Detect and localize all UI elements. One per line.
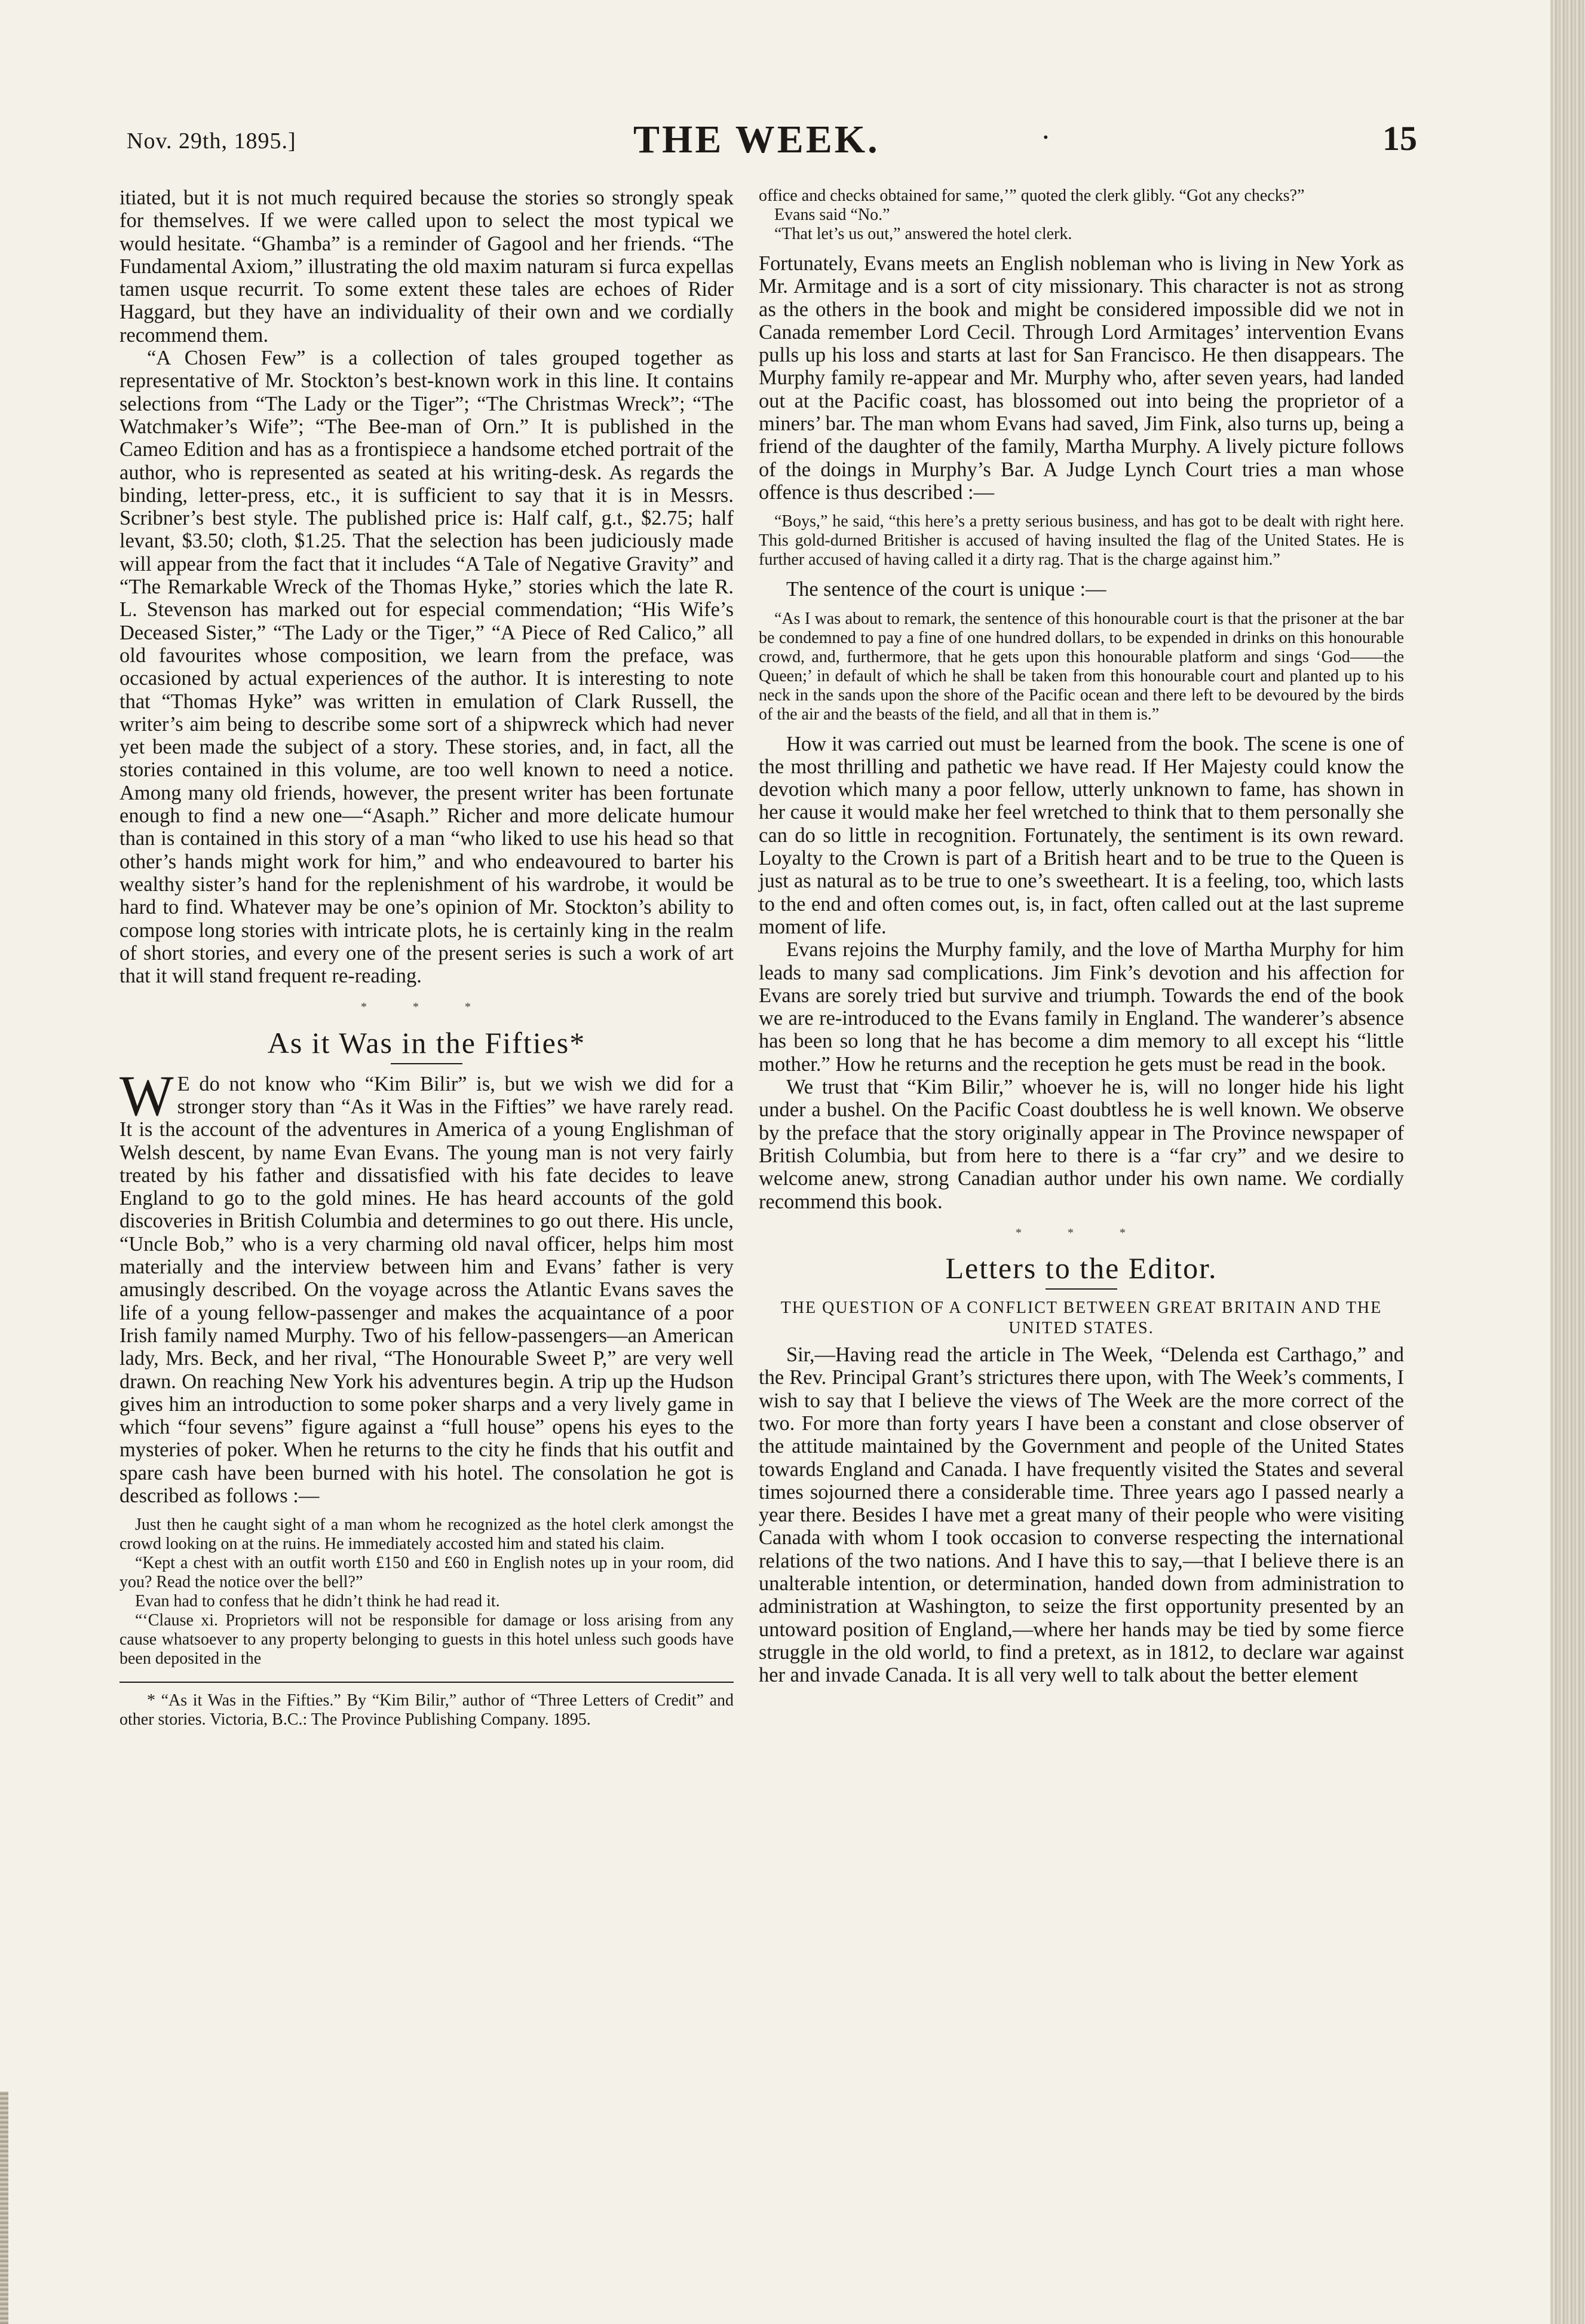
paragraph: Sir,—Having read the article in The Week, “Delenda est Carthago,” and the Rev. Principal Grant’s strictures there upon, with The Week’s comments, I wish to say that I believe the views of The Week are the more correct of the two. For more than forty years I have been a constant and close observer of the attitude maintained by the Government and people of the United States towards England and Canada. I have frequently visited the States and several times sojourned there a considerable time. Three years ago I passed nearly a year there. Besides I have met a great many of their people who were visiting Canada with whom I took occasion to converse respecting the international relations of the two nations. And I have this to say,—that I believe there is an unalterable intention, or determination, handed down from administration to administration at Washington, to seize the first opportunity presented by an untoward position of England,—where her hands may be tied by some fierce struggle in the old world, to find a pretext, as in 1812, to declare war against her and invade Canada. It is all very well to talk about the better element bbox=[759, 1343, 1404, 1687]
quote-paragraph: Just then he caught sight of a man whom he recognized as the hotel clerk amongst the crowd looking on at the ruins. He immediately accosted him and stated his claim. bbox=[119, 1515, 734, 1554]
drop-cap: W bbox=[119, 1063, 174, 1128]
paragraph: itiated, but it is not much required because the stories so strongly speak for themselves. If we were called upon to select the most typical we would hesitate. “Ghamba” is a reminder of Gagool and her friends. “The Fundamental Axiom,” illustrating the old maxim naturam si furca expellas tamen usque recurrit. To some extent these tales are echoes of Rider Haggard, but they have an individuality of their own and we cordially recommend them. bbox=[119, 186, 734, 347]
paragraph: The sentence of the court is unique :— bbox=[786, 578, 1106, 601]
paragraph: Evans rejoins the Murphy family, and the love of Martha Murphy for him leads to many sad complications. Jim Fink’s devotion and his affection for Evans are sorely tried but survive and triumph. Towards the end of the book we are re-introduced to the Evans family in England. The wanderer’s absence has been so long that he has become a dim memory to all except his “little mother.” How he returns and the reception he gets must be read in the book. bbox=[759, 938, 1404, 1076]
section-title: Letters to the Editor. bbox=[945, 1251, 1218, 1285]
paragraph bbox=[119, 1063, 734, 1508]
spacer bbox=[759, 724, 1404, 733]
quote-paragraph: Evans said “No.” bbox=[774, 206, 890, 224]
quote-paragraph: “As I was about to remark, the sentence of this honourable court is that the prisoner at the bar be condemned to pay a fine of one hundred dollars, to be expended in drinks on this honourable crowd, and, furthermore, that he gets upon this honourable platform and sings ‘God——the Queen;’ in default of which he shall be taken from this honourable court and planted up to his neck in the sands upon the shore of the Pacific ocean and there left to be devoured by the birds of the air and the beasts of the field, and all that in them is.” bbox=[759, 609, 1404, 724]
section-title: As it Was in the Fifties* bbox=[267, 1025, 586, 1060]
paragraph: How it was carried out must be learned from the book. The scene is one of the most thrilling and pathetic we have read. If Her Majesty could know the devotion which many a poor fellow, utterly unknown to fame, has shown in her cause it would make her feel wretched to think that to them personally she can do so little in recognition. Fortunately, the sentiment is its own reward. Loyalty to the Crown is part of a British heart and to be true to the Queen is just as natural as to be true to one’s sweetheart. It is a feeling, too, which lasts to the end and often comes out, is, in fact, often called out at the last supreme moment of life. bbox=[759, 732, 1404, 938]
title-rule bbox=[391, 1063, 462, 1064]
right-column bbox=[759, 186, 1404, 1687]
page-header bbox=[127, 117, 1417, 159]
page-edge-right bbox=[1550, 0, 1585, 2324]
quote-paragraph: office and checks obtained for same,’” quoted the clerk glibly. “Got any checks?” bbox=[759, 186, 1305, 205]
header-dot: · bbox=[1041, 120, 1051, 154]
quote-paragraph: “‘Clause xi. Proprietors will not be responsible for damage or loss arising from any cause whatsoever to any property belonging to guests in this hotel unless such goods have been deposited in the bbox=[119, 1611, 734, 1668]
section-divider-stars: * * * bbox=[361, 1000, 492, 1014]
quote-paragraph: “Boys,” he said, “this here’s a pretty serious business, and has got to be dealt with right here. This gold-durned Britisher is accused of having insulted the flag of the United States. He is further accused of having called it a dirty rag. That is the charge against him.” bbox=[759, 512, 1404, 569]
footnote: * “As it Was in the Fifties.” By “Kim Bilir,” author of “Three Letters of Credit” and other stories. Victoria, B.C.: The Province Publishing Company. 1895. bbox=[119, 1691, 734, 1729]
quote-paragraph: “That let’s us out,” answered the hotel clerk. bbox=[774, 225, 1072, 243]
paragraph-text: E do not know who “Kim Bilir” is, but we wish we did for a stronger story than “As it Was in the Fifties” we have rarely read. It is the account of the adventures in America of a young Englishman of Welsh descent, by name Evan Evans. The young man is not very fairly treated by his father and dissatisfied with his fate decides to leave England to go to the gold mines. He has heard accounts of the gold discoveries in British Columbia and determines to go out there. His uncle, “Uncle Bob,” who is a very charming old naval officer, helps him most materially and the interview between him and Evans’ father is very amusingly described. On the voyage across the Atlantic Evans saves the life of a young fellow-passenger and makes the acquaintance of a poor Irish family named Murphy. Two of his fellow-passengers—an American lady, Mrs. Beck, and her rival, “The Honourable Sweet P,” are very well drawn. On reaching New York his adventures begin. A trip up the Hudson gives him an introduction to some poker sharps and a very lively game in which “four sevens” figure against a “full house” opens his eyes to the mysteries of poker. When he returns to the city he finds that his outfit and spare cash have been burned with his hotel. The consolation he got is described as follows :— bbox=[119, 1072, 734, 1508]
quote-paragraph: Evan had to confess that he didn’t think he had read it. bbox=[135, 1592, 500, 1611]
spacer bbox=[759, 244, 1404, 252]
spacer bbox=[759, 504, 1404, 512]
quote-paragraph: “Kept a chest with an outfit worth £150 and £60 in English notes up in your room, did you? Read the notice over the bell?” bbox=[119, 1554, 734, 1592]
page-number: 15 bbox=[1382, 119, 1417, 158]
spacer bbox=[759, 601, 1404, 610]
page-edge-left bbox=[0, 2092, 8, 2324]
paragraph: We trust that “Kim Bilir,” whoever he is, will no longer hide his light under a bushel. On the Pacific Coast doubtless he is well known. We observe by the preface that the story originally appear in The Province newspaper of British Columbia, but from here to there is a “far cry” and we desire to welcome anew, strong Canadian author under his own name. We cordially recommend this book. bbox=[759, 1076, 1404, 1213]
masthead-title: THE WEEK. bbox=[633, 118, 880, 161]
paragraph: Fortunately, Evans meets an English nobleman who is living in New York as Mr. Armitage and is a sort of city missionary. This character is not as strong as the others in the book and might be considered impossible did we not in Canada remember Lord Cecil. Through Lord Armitages’ intervention Evans pulls up his loss and starts at last for San Francisco. He then disappears. The Murphy family re-appear and Mr. Murphy who, after seven years, had landed out at the Pacific coast, has blossomed out into being the proprietor of a miners’ bar. The man whom Evans had saved, Jim Fink, also turns up, being a friend of the daughter of the family, Martha Murphy. A lively picture follows of the doings in Murphy’s Bar. A Judge Lynch Court tries a man whose offence is thus described :— bbox=[759, 252, 1404, 504]
section-divider-stars: * * * bbox=[1016, 1226, 1147, 1239]
title-rule bbox=[1046, 1288, 1117, 1290]
spacer bbox=[119, 1507, 734, 1515]
issue-date: Nov. 29th, 1895.] bbox=[127, 128, 296, 154]
spacer bbox=[759, 569, 1404, 578]
letter-subheading: THE QUESTION OF A CONFLICT BETWEEN GREAT BRITAIN AND THE UNITED STATES. bbox=[780, 1299, 1382, 1338]
paragraph: “A Chosen Few” is a collection of tales grouped together as representative of Mr. Stockton’s best-known work in this line. It contains selections from “The Lady or the Tiger”; “The Christmas Wreck”; “The Watchmaker’s Wife”; “The Bee-man of Orn.” It is published in the Cameo Edition and has as a frontispiece a handsome etched portrait of the author, who is represented as seated at his writing-desk. As regards the binding, letter-press, etc., it is sufficient to say that it is in Messrs. Scribner’s best style. The published price is: Half calf, g.t., $2.75; half levant, $3.50; cloth, $1.25. That the selection has been judiciously made will appear from the fact that it includes “A Tale of Negative Gravity” and “The Remarkable Wreck of the Thomas Hyke,” stories which the late R. L. Stevenson has marked out for especial commendation; “His Wife’s Deceased Sister,” “The Lady or the Tiger,” “A Piece of Red Calico,” all old favourites whose composition, we learn from the preface, was occasioned by actual experiences of the author. It is interesting to note that “Thomas Hyke” was written in emulation of Clark Russell, the writer’s aim being to describe some sort of a shipwreck which had never yet been made the subject of a story. These stories, and, in fact, all the stories contained in this volume, are too well known to need a notice. Among many old friends, however, the present writer has been fortunate enough to find a new one—“Asaph.” Richer and more delicate humour than is contained in this story of a man “who liked to use his head so that other’s hands might work for him,” and who endeavoured to barter his wealthy sister’s hand for the replenishment of his wardrobe, it would be hard to find. Whatever may be one’s opinion of Mr. Stockton’s ability to compose long stories with intricate plots, he is certainly king in the realm of short stories, and every one of the present series is such a work of art that it will stand frequent re-reading. bbox=[119, 347, 734, 988]
left-column bbox=[119, 186, 734, 1729]
footnote-rule bbox=[119, 1682, 734, 1683]
